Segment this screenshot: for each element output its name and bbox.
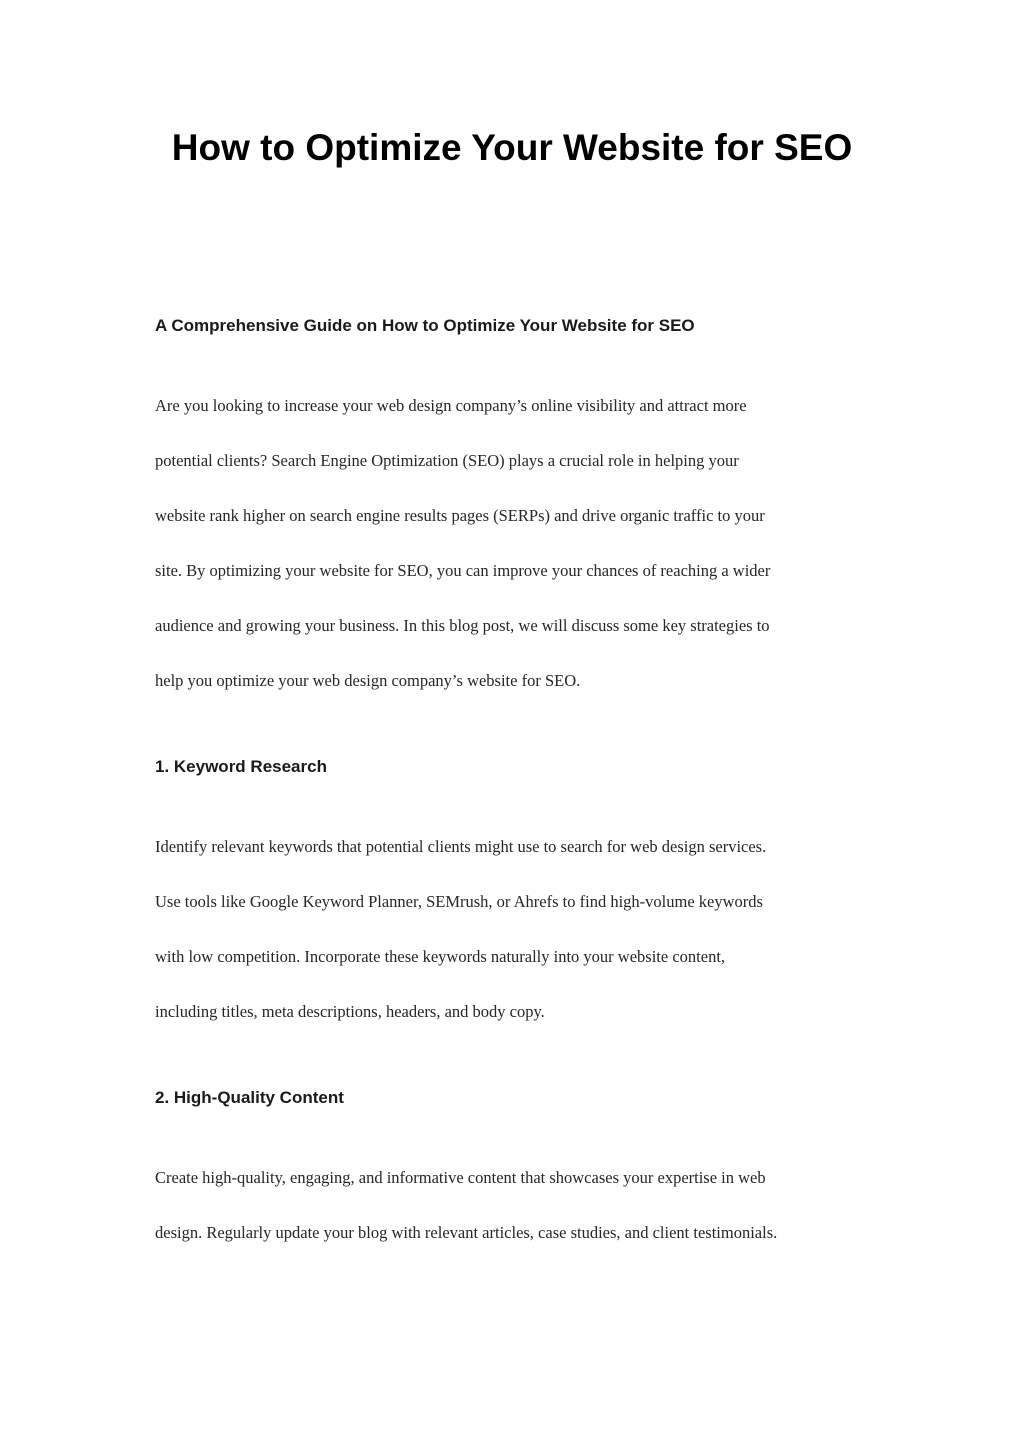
paragraph-line: Identify relevant keywords that potential clients might use to search for web design services. (155, 837, 767, 856)
paragraph-line: site. By optimizing your website for SEO, you can improve your chances of reaching a wider (155, 561, 771, 580)
paragraph-line: design. Regularly update your blog with relevant articles, case studies, and client testimonials. (155, 1223, 778, 1242)
paragraph-line: Use tools like Google Keyword Planner, SEMrush, or Ahrefs to find high-volume keywords (155, 892, 763, 911)
paragraph-line: with low competition. Incorporate these keywords naturally into your website content, (155, 947, 726, 966)
document-subtitle: A Comprehensive Guide on How to Optimize Your Website for SEO (155, 316, 695, 335)
paragraph-line: Create high-quality, engaging, and informative content that showcases your expertise in web (155, 1168, 766, 1187)
paragraph-line: help you optimize your web design company’s website for SEO. (155, 671, 581, 690)
keyword-research-paragraph (155, 835, 875, 1055)
section-heading-high-quality-content: 2. High-Quality Content (155, 1088, 344, 1107)
paragraph-line: Are you looking to increase your web design company’s online visibility and attract more (155, 396, 747, 415)
paragraph-line: potential clients? Search Engine Optimization (SEO) plays a crucial role in helping your (155, 451, 739, 470)
high-quality-content-paragraph (155, 1166, 875, 1276)
intro-paragraph (155, 394, 875, 724)
paragraph-line: audience and growing your business. In this blog post, we will discuss some key strategies to (155, 616, 770, 635)
section-heading-keyword-research: 1. Keyword Research (155, 757, 327, 776)
paragraph-line: including titles, meta descriptions, headers, and body copy. (155, 1002, 545, 1021)
paragraph-line: website rank higher on search engine results pages (SERPs) and drive organic traffic to your (155, 506, 765, 525)
document-title: How to Optimize Your Website for SEO (171, 127, 853, 168)
